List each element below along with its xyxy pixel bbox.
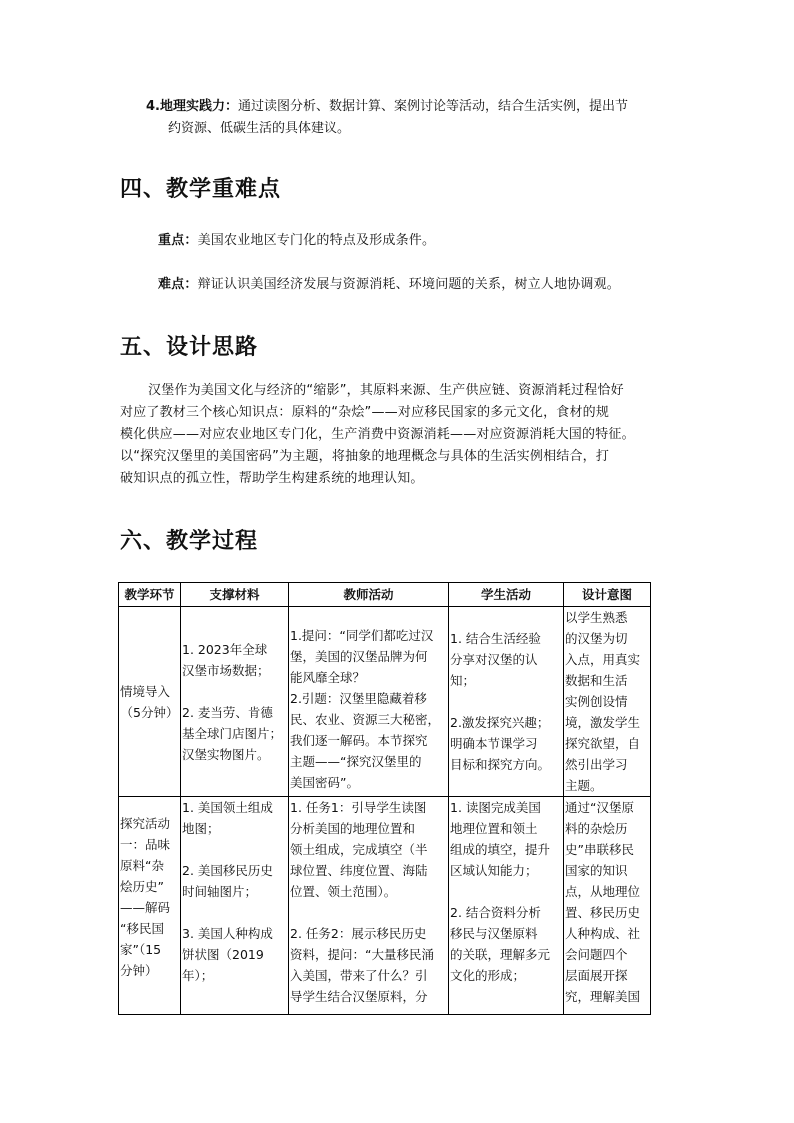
cell-line: 会问题四个	[565, 947, 628, 962]
cell-line: 2.引题：汉堡里隐藏着移	[290, 691, 427, 706]
table-row	[119, 607, 651, 797]
cell-line: 料的杂烩历	[565, 821, 628, 836]
row2-intent	[564, 797, 651, 1015]
row2-student	[449, 797, 564, 1015]
design-idea-paragraph	[120, 380, 690, 490]
difficult-point-text: 辩证认识美国经济发展与资源消耗、环境问题的关系，树立人地协调观。	[197, 277, 621, 292]
cell-line: 分享对汉堡的认	[450, 652, 538, 667]
row2-stage	[119, 797, 181, 1015]
cell-line: 汉堡市场数据；	[182, 662, 270, 678]
cell-line: 1. 结合生活经验	[450, 631, 541, 646]
cell-line: 分析美国的地理位置和	[290, 821, 416, 836]
cell-line: 境，激发学生	[565, 715, 641, 730]
cell-line: 层面展开探	[565, 968, 628, 983]
row1-materials	[181, 607, 289, 797]
cell-line: 究，理解美国	[565, 989, 641, 1004]
section-5-title: 五、设计思路	[120, 335, 259, 360]
cell-line: 目标和探究方向。	[450, 757, 551, 772]
cell-line: 年）；	[182, 968, 214, 983]
cell-line: 实例创设情	[565, 694, 628, 709]
cell-line: 主题。	[565, 778, 603, 793]
key-point-label: 重点：	[158, 233, 198, 248]
cell-line: 一：品味	[120, 837, 171, 852]
design-idea-line: 模化供应——对应农业地区专门化，生产消费中资源消耗——对应资源消耗大国的特征。	[120, 427, 635, 442]
row1-teacher	[289, 607, 449, 797]
design-idea-line: 破知识点的孤立性，帮助学生构建系统的地理认知。	[120, 471, 424, 486]
cell-line: “移民国	[120, 921, 164, 936]
header-intent: 设计意图	[564, 583, 651, 607]
cell-line: 2. 任务2：展示移民历史	[290, 926, 427, 941]
cell-line: 数据和生活	[565, 673, 628, 688]
header-student: 学生活动	[449, 583, 564, 607]
row1-student	[449, 607, 564, 797]
key-point-text: 美国农业地区专门化的特点及形成条件。	[197, 233, 436, 248]
design-idea-line: 对应了教材三个核心知识点：原料的“杂烩”——对应移民国家的多元文化，食材的规	[120, 405, 610, 420]
cell-line: 以学生熟悉	[565, 610, 628, 625]
cell-line: 基全球门店图片；	[182, 725, 283, 741]
cell-line: 3. 美国人种构成	[182, 926, 273, 941]
cell-line: 能风靡全球？	[290, 670, 366, 685]
cell-line: 球位置、纬度位置、海陆	[290, 863, 428, 878]
design-idea-line: 汉堡作为美国文化与经济的“缩影”，其原料来源、生产供应链、资源消耗过程恰好	[148, 383, 624, 398]
cell-line: 原料“杂	[120, 858, 164, 873]
cell-line: 导学生结合汉堡原料，分	[290, 989, 428, 1004]
cell-line: 堡，美国的汉堡品牌为何	[290, 649, 428, 664]
teaching-process-table	[118, 582, 651, 1015]
difficult-point-label: 难点：	[158, 277, 198, 292]
objective-4-line1: 通过读图分析、数据计算、案例讨论等活动，结合生活实例，提出节	[237, 99, 628, 114]
section-6-title: 六、教学过程	[120, 529, 259, 554]
cell-line: 知；	[450, 673, 476, 688]
header-materials: 支撑材料	[181, 583, 289, 607]
cell-line: 1. 读图完成美国	[450, 800, 541, 815]
cell-line: 置、移民历史	[565, 905, 641, 920]
cell-line: 点，从地理位	[565, 884, 641, 899]
cell-line: 位置、领土范围）。	[290, 884, 397, 899]
cell-line: 探究欲望，自	[565, 736, 641, 751]
cell-line: 2. 麦当劳、肯德	[182, 704, 273, 720]
design-idea-line: 以“探究汉堡里的美国密码”为主题，将抽象的地理概念与具体的生活实例相结合，打	[120, 449, 610, 464]
cell-line: 地图；	[182, 821, 220, 836]
cell-line: 时间轴图片；	[182, 884, 258, 899]
table-header-row	[119, 583, 651, 607]
row2-teacher	[289, 797, 449, 1015]
cell-line: 汉堡实物图片。	[182, 746, 270, 762]
cell-line: 民、农业、资源三大秘密，	[290, 712, 441, 727]
cell-line: 1.提问：“同学们都吃过汉	[290, 628, 434, 643]
header-stage: 教学环节	[119, 583, 181, 607]
cell-line: 我们逐一解码。本节探究	[290, 733, 428, 748]
cell-line: 领土组成，完成填空（半	[290, 842, 428, 857]
cell-line: 家”（15	[120, 942, 162, 957]
table-row	[119, 797, 651, 1015]
cell-line: 1. 2023年全球	[182, 641, 268, 657]
cell-line: 主题——“探究汉堡里的	[290, 754, 422, 769]
cell-line: 区域认知能力；	[450, 863, 538, 878]
objective-4	[146, 96, 706, 140]
cell-line: 国家的知识	[565, 863, 628, 878]
objective-4-line2: 约资源、低碳生活的具体建议。	[168, 121, 351, 136]
cell-line: 烩历史”	[120, 879, 164, 894]
difficult-point	[158, 274, 620, 296]
cell-line: 情境导入	[120, 683, 171, 699]
row2-materials	[181, 797, 289, 1015]
cell-line: 史”串联移民	[565, 842, 634, 857]
objective-4-label: 4.地理实践力：	[146, 99, 238, 114]
cell-line: 文化的形成；	[450, 968, 526, 983]
cell-line: ——解码	[120, 900, 171, 915]
cell-line: 明确本节课学习	[450, 736, 538, 751]
cell-line: 1. 任务1：引导学生读图	[290, 800, 427, 815]
row1-intent	[564, 607, 651, 797]
cell-line: 2. 结合资料分析	[450, 905, 541, 920]
row1-stage	[119, 607, 181, 797]
cell-line: 2.激发探究兴趣；	[450, 715, 550, 730]
cell-line: 资料，提问：“大量移民涌	[290, 947, 434, 962]
header-teacher: 教师活动	[289, 583, 449, 607]
cell-line: 1. 美国领土组成	[182, 800, 273, 815]
cell-line: 地理位置和领土	[450, 821, 538, 836]
key-point	[158, 230, 435, 252]
cell-line: 探究活动	[120, 816, 171, 831]
cell-line: 分钟）	[120, 963, 158, 978]
cell-line: （5分钟）	[120, 704, 179, 720]
cell-line: 人种构成、社	[565, 926, 641, 941]
cell-line: 组成的填空，提升	[450, 842, 551, 857]
section-4-title: 四、教学重难点	[120, 177, 282, 202]
cell-line: 美国密码”。	[290, 775, 359, 790]
cell-line: 通过“汉堡原	[565, 800, 634, 815]
cell-line: 入点，用真实	[565, 652, 641, 667]
cell-line: 2. 美国移民历史	[182, 863, 273, 878]
cell-line: 入美国，带来了什么？引	[290, 968, 428, 983]
cell-line: 然引出学习	[565, 757, 628, 772]
cell-line: 饼状图（2019	[182, 947, 264, 962]
cell-line: 的关联，理解多元	[450, 947, 551, 962]
cell-line: 移民与汉堡原料	[450, 926, 538, 941]
cell-line: 的汉堡为切	[565, 631, 628, 646]
